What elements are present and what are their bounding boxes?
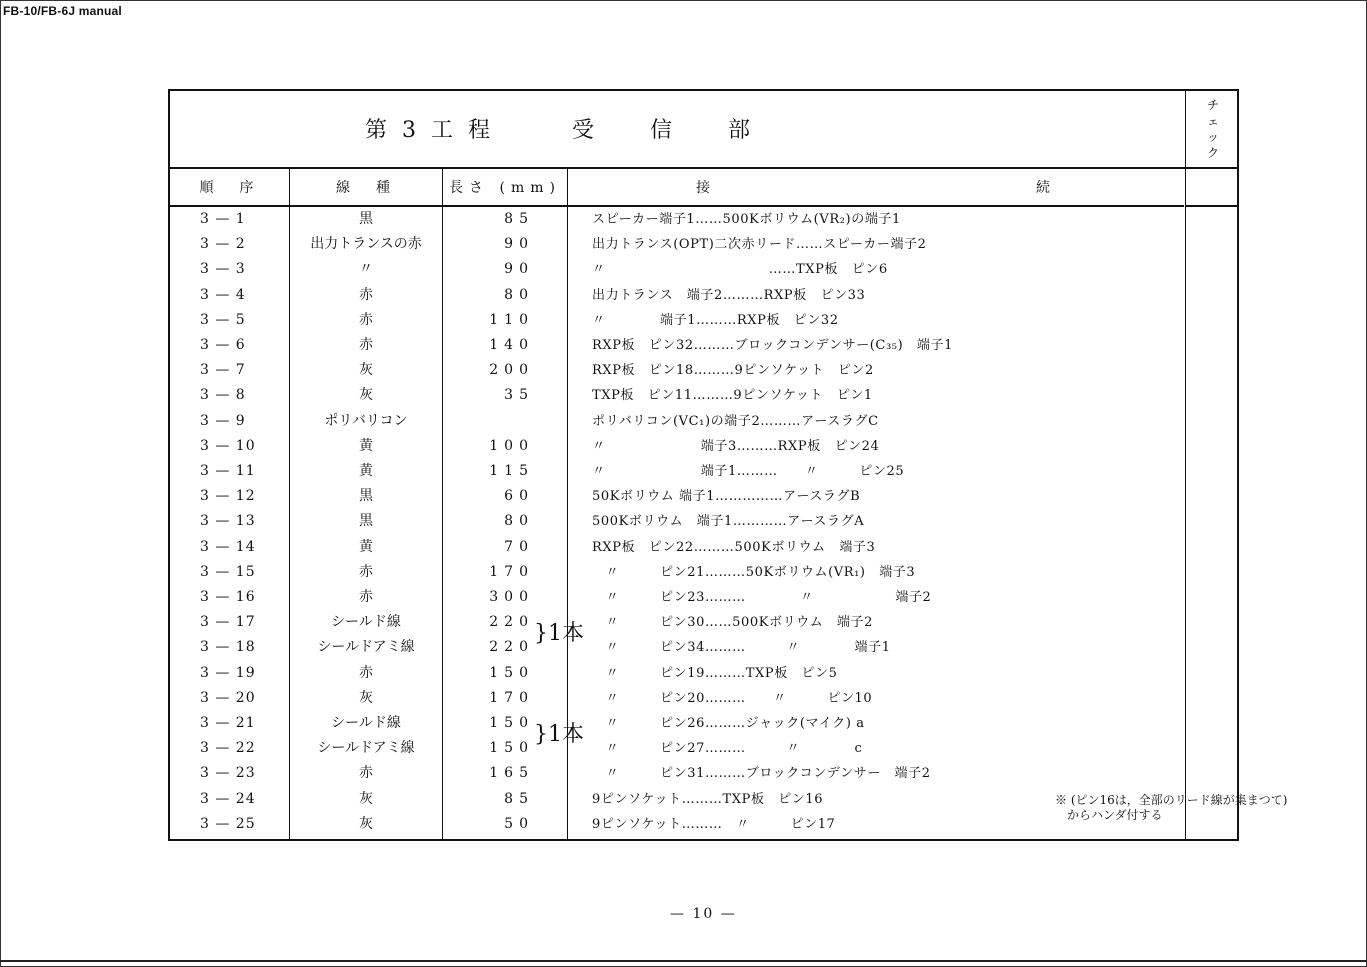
row-wire-type: 黒: [359, 488, 373, 505]
column-header-order: 順 序: [170, 169, 289, 207]
row-length: 165: [489, 765, 534, 782]
document-header-label: FB-10/FB-6J manual: [3, 4, 122, 18]
table-row: [170, 232, 1185, 257]
row-connection: 50Kボリウム 端子1……………アースラグB: [592, 489, 861, 505]
row-wire-type: 赤: [359, 563, 373, 580]
row-order: 3 — 24: [200, 790, 256, 807]
row-connection: TXP板 ピン11………9ピンソケット ピン1: [592, 388, 873, 404]
table-row: [170, 257, 1185, 282]
table-row: [170, 459, 1185, 484]
row-connection: 〃 ピン20……… 〃 ピン10: [592, 690, 873, 706]
row-connection: 〃 ピン26………ジャック(マイク) a: [592, 716, 865, 731]
row-wire-type: 灰: [359, 790, 373, 807]
row-connection: RXP板 ピン32………ブロックコンデンサー(C₃₅) 端子1: [592, 338, 953, 353]
row-order: 3 — 7: [200, 362, 246, 379]
row-wire-type: 赤: [359, 286, 373, 303]
table-row: [170, 787, 1185, 812]
row-wire-type: 黄: [359, 538, 373, 555]
table-row: [170, 761, 1185, 786]
row-connection: 9ピンソケット……… 〃 ピン17: [592, 816, 836, 832]
brace-21-22: }1本: [534, 722, 584, 747]
row-connection: 〃 ピン31………ブロックコンデンサー 端子2: [592, 766, 931, 782]
row-length: 90: [504, 261, 534, 278]
row-length: 70: [504, 538, 534, 555]
table-row: [170, 207, 1185, 232]
table-row: [170, 358, 1185, 383]
row-wire-type: 赤: [359, 664, 373, 681]
row-length: 115: [489, 463, 534, 479]
table-row: [170, 383, 1185, 408]
row-wire-type: 灰: [359, 815, 373, 832]
pin16-note: [1055, 793, 1287, 823]
row-order: 3 — 2: [200, 236, 246, 253]
row-order: 3 — 15: [200, 563, 256, 580]
row-length: 200: [489, 362, 534, 379]
row-connection: 〃 ……TXP板 ピン6: [592, 262, 888, 278]
row-length: 220: [489, 614, 534, 631]
row-order: 3 — 4: [200, 286, 246, 303]
row-length: 300: [489, 589, 534, 605]
column-header-wire: 線 種: [290, 169, 442, 207]
page-number: — 10 —: [670, 906, 737, 922]
row-connection: 〃 ピン23……… 〃 端子2: [592, 590, 932, 605]
row-length: 110: [489, 311, 534, 328]
table-row: [170, 736, 1185, 761]
row-order: 3 — 21: [200, 715, 256, 731]
column-header-check: [1185, 169, 1238, 207]
row-connection: ポリバリコン(VC₁)の端子2………アースラグC: [592, 413, 879, 429]
table-row: [170, 535, 1185, 560]
row-connection: 〃 ピン34……… 〃 端子1: [592, 640, 891, 656]
row-order: 3 — 19: [200, 664, 256, 681]
row-connection: 出力トランス 端子2………RXP板 ピン33: [592, 287, 866, 303]
row-length: 85: [504, 211, 534, 227]
row-order: 3 — 5: [200, 311, 246, 328]
row-order: 3 — 14: [200, 538, 256, 555]
row-wire-type: 黄: [359, 437, 373, 454]
table-row: [170, 661, 1185, 686]
row-wire-type: 〃: [359, 261, 373, 278]
row-wire-type: ポリバリコン: [324, 412, 408, 429]
table-row: [170, 283, 1185, 308]
row-connection: 〃 端子1………RXP板 ピン32: [592, 312, 839, 328]
table-row: [170, 434, 1185, 459]
table-row: [170, 585, 1185, 610]
row-order: 3 — 9: [200, 412, 246, 429]
row-wire-type: 赤: [359, 589, 373, 605]
row-connection: 〃 ピン19………TXP板 ピン5: [592, 665, 838, 681]
row-length: 80: [504, 286, 534, 303]
row-connection: スピーカー端子1……500Kボリウム(VR₂)の端子1: [592, 212, 901, 227]
row-connection: 9ピンソケット………TXP板 ピン16: [592, 791, 824, 807]
row-connection: 出力トランス(OPT)二次赤リード……スピーカー端子2: [592, 237, 927, 253]
note-line-2: からハンダ付する: [1055, 808, 1163, 822]
table-row: [170, 711, 1185, 736]
row-wire-type: シールド線: [331, 715, 401, 731]
row-length: 150: [489, 715, 534, 731]
row-length: 150: [489, 664, 534, 681]
table-row: [170, 635, 1185, 660]
row-wire-type: 灰: [359, 689, 373, 706]
row-length: 170: [489, 563, 534, 580]
table-row: [170, 409, 1185, 434]
row-connection: 〃 ピン27……… 〃 c: [592, 741, 863, 757]
row-wire-type: 黄: [359, 463, 373, 479]
row-length: 150: [489, 740, 534, 757]
table-row: [170, 484, 1185, 509]
row-wire-type: 出力トランスの赤: [310, 236, 422, 253]
table-row: [170, 812, 1185, 837]
row-order: 3 — 3: [200, 261, 246, 278]
assembly-table: [168, 89, 1239, 841]
title-row: [170, 91, 1185, 169]
row-length: 170: [489, 689, 534, 706]
table-row: [170, 333, 1185, 358]
row-order: 3 — 11: [200, 463, 256, 479]
row-connection: RXP板 ピン18………9ピンソケット ピン2: [592, 363, 874, 379]
row-wire-type: 黒: [359, 513, 373, 530]
brace-17-18: }1本: [534, 621, 584, 646]
table-row: [170, 560, 1185, 585]
row-order: 3 — 17: [200, 614, 256, 631]
row-wire-type: シールド線: [331, 614, 401, 631]
row-wire-type: 黒: [359, 211, 373, 227]
row-connection: 〃 端子3………RXP板 ピン24: [592, 438, 880, 454]
check-column-header: [1185, 91, 1238, 169]
row-order: 3 — 13: [200, 513, 256, 530]
row-order: 3 — 6: [200, 337, 246, 353]
bottom-rule: [0, 960, 1367, 962]
row-connection: 〃 端子1……… 〃 ピン25: [592, 464, 905, 479]
row-wire-type: 灰: [359, 387, 373, 404]
row-connection: RXP板 ピン22………500Kボリウム 端子3: [592, 539, 876, 555]
row-order: 3 — 18: [200, 639, 256, 656]
note-line-1: ※ (ピン16は，全部のリード線が集まつて): [1055, 793, 1288, 807]
table-row: [170, 610, 1185, 635]
check-label: チェック: [1206, 98, 1219, 160]
row-order: 3 — 12: [200, 488, 256, 505]
row-connection: 〃 ピン30……500Kボリウム 端子2: [592, 615, 874, 631]
row-order: 3 — 16: [200, 589, 256, 605]
row-wire-type: シールドアミ線: [317, 740, 415, 757]
column-header-connection: 接 続: [568, 169, 1184, 207]
row-order: 3 — 8: [200, 387, 246, 404]
row-length: 60: [504, 488, 534, 505]
row-length: 80: [504, 513, 534, 530]
row-connection: 500Kボリウム 端子1…………アースラグA: [592, 514, 865, 530]
row-order: 3 — 20: [200, 689, 256, 706]
row-connection: 〃 ピン21………50Kボリウム(VR₁) 端子3: [592, 564, 916, 580]
row-wire-type: シールドアミ線: [317, 639, 415, 656]
row-length: 85: [504, 790, 534, 807]
table-row: [170, 509, 1185, 534]
row-wire-type: 赤: [359, 337, 373, 353]
row-length: 35: [504, 387, 534, 404]
row-length: 50: [504, 815, 534, 832]
row-length: 140: [489, 337, 534, 353]
table-row: [170, 686, 1185, 711]
row-order: 3 — 25: [200, 815, 256, 832]
row-wire-type: 赤: [359, 311, 373, 328]
row-order: 3 — 22: [200, 740, 256, 757]
row-wire-type: 赤: [359, 765, 373, 782]
row-order: 3 — 1: [200, 211, 246, 227]
table-row: [170, 308, 1185, 333]
row-order: 3 — 23: [200, 765, 256, 782]
row-order: 3 — 10: [200, 437, 256, 454]
row-length: 100: [489, 437, 534, 454]
row-length: [444, 409, 534, 434]
row-wire-type: 灰: [359, 362, 373, 379]
row-length: 220: [489, 639, 534, 656]
column-header-length: 長さ (mm): [443, 169, 567, 207]
process-title: 第 3 工 程 受 信 部: [365, 118, 754, 143]
row-length: 90: [504, 236, 534, 253]
